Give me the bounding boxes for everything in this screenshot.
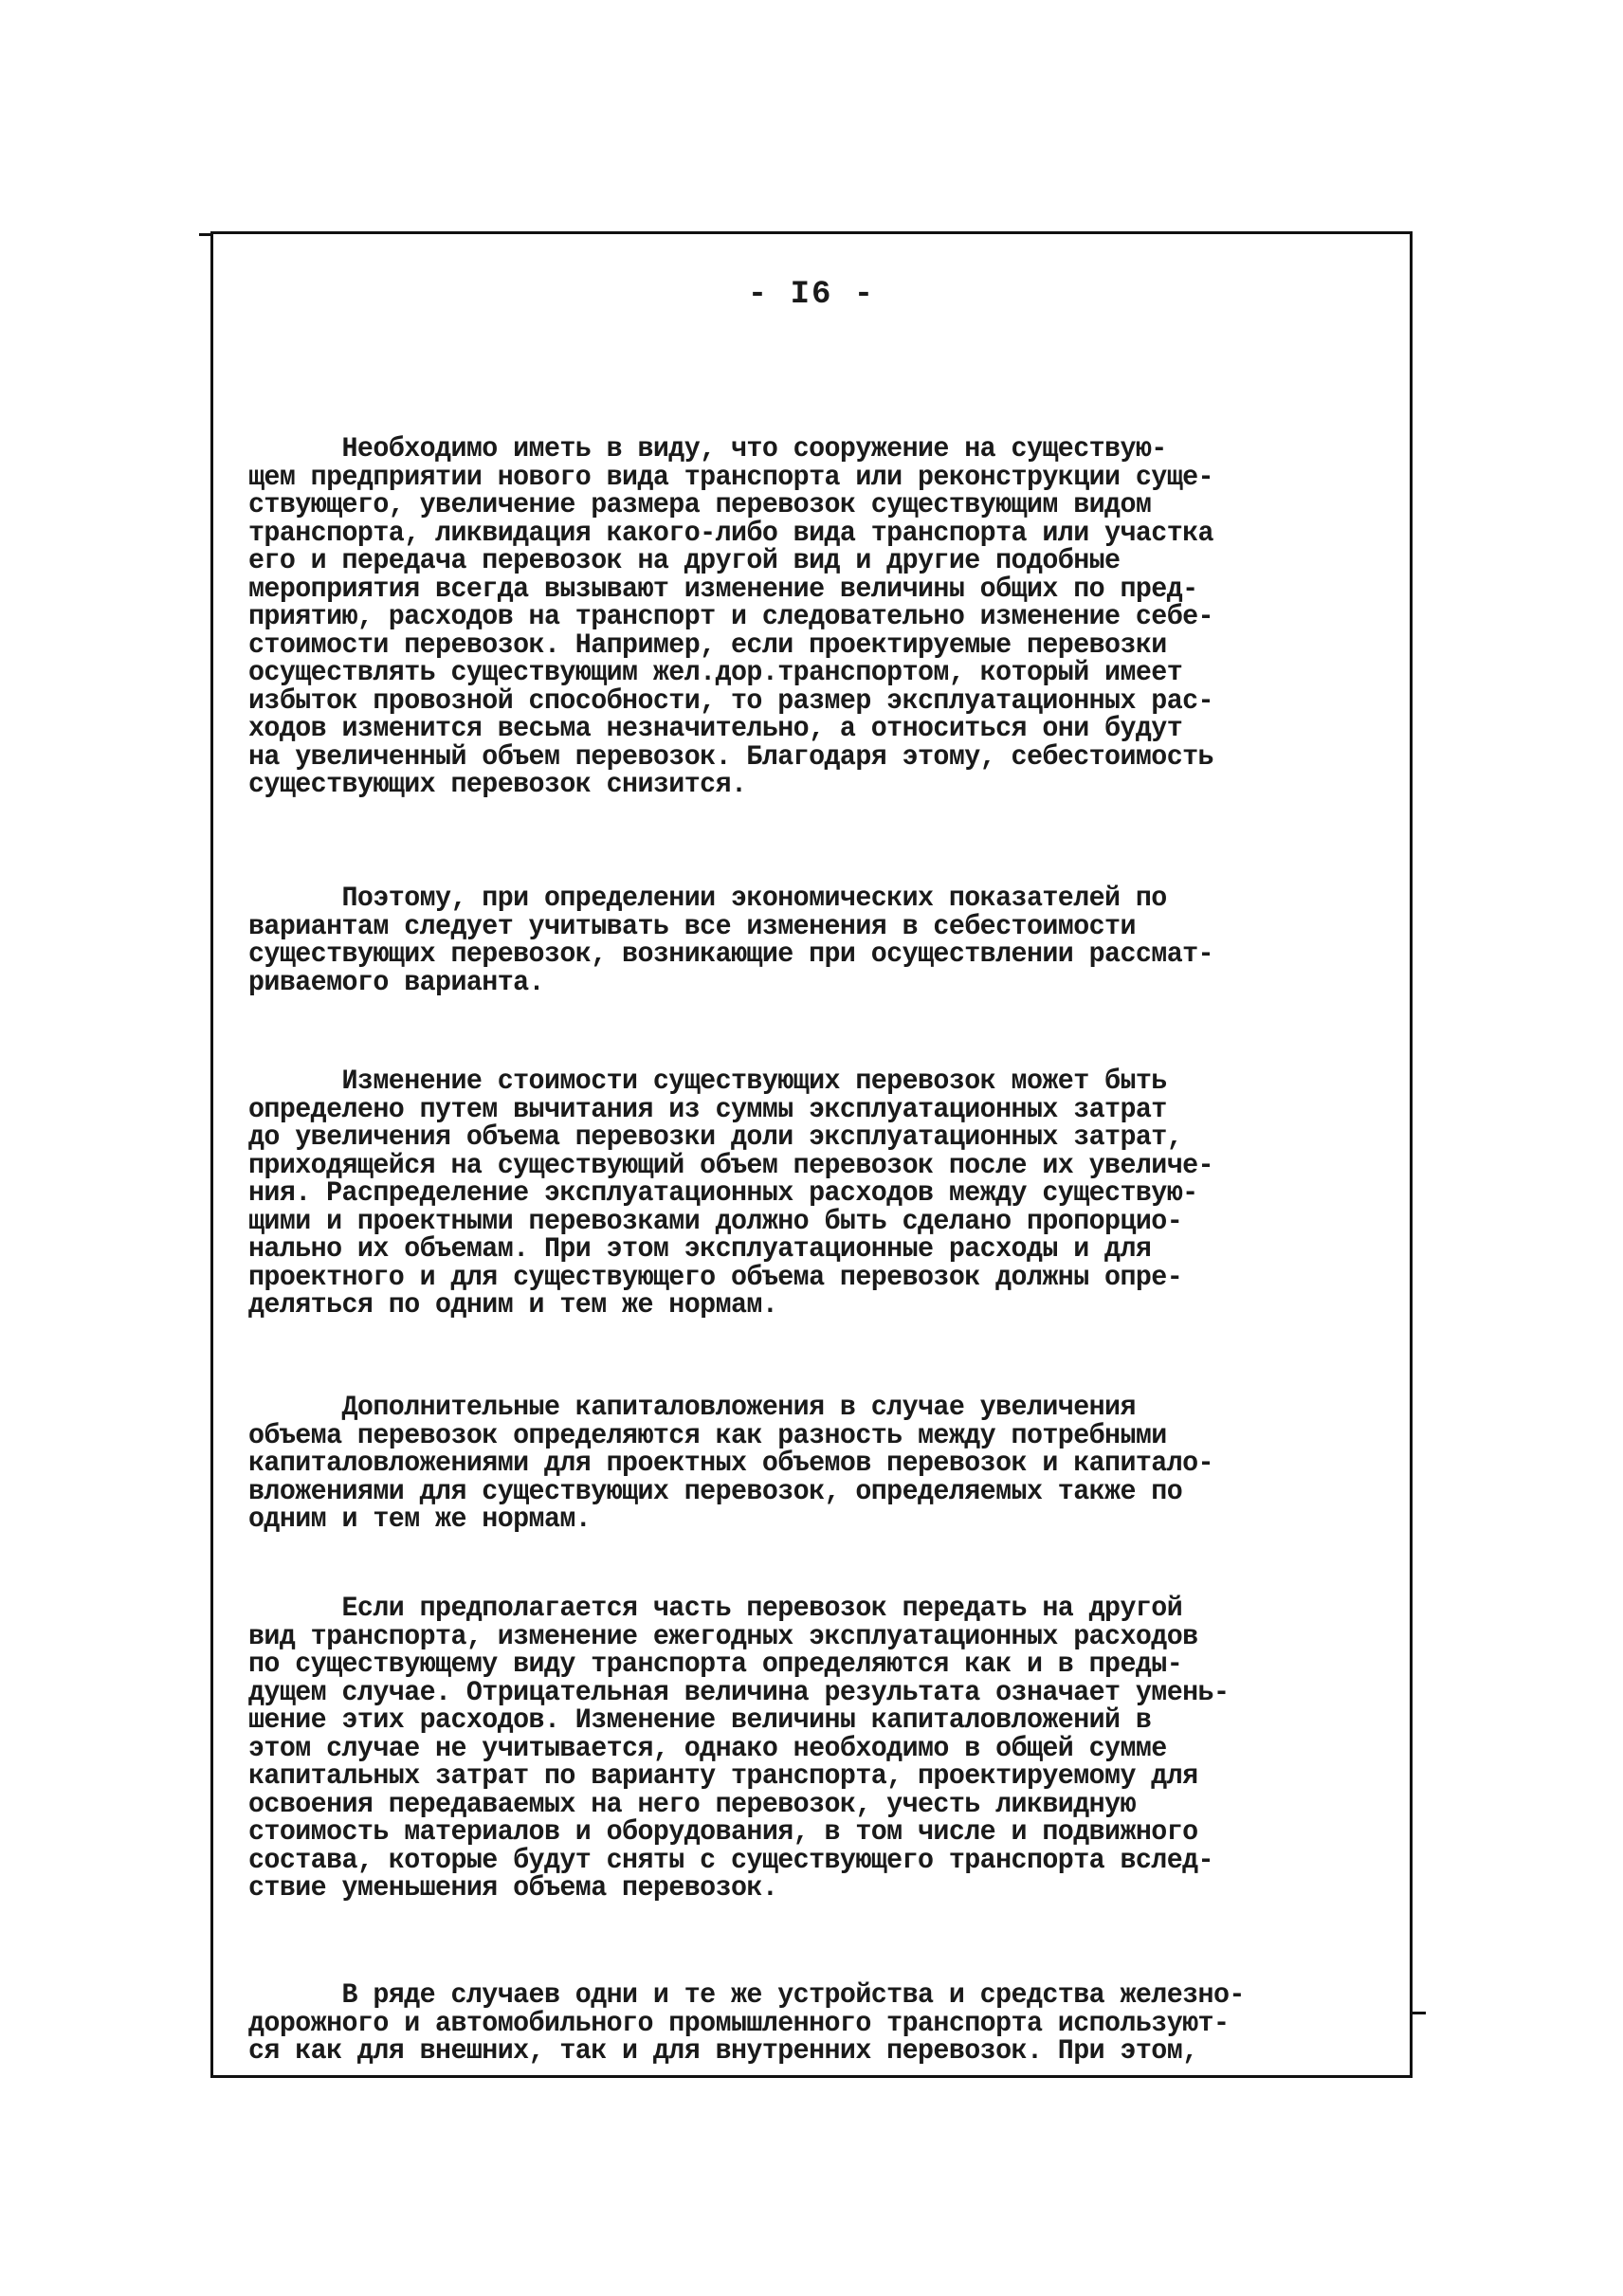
frame-tick-left <box>199 233 212 236</box>
paragraph-3: Изменение стоимости существующих перевозок может быть определено путем вычитания из суммы эксплуатационных затрат до увеличения объема перевозки доли эксплуатационных затрат, приходящейся на существующий объем перевозок после их увеличе- ния. Распределение эксплуатационных расходов между существую- щими и проектными перевозками должно быть сделано пропорцио- нально их объемам. При этом эксплуатационные расходы и для проектного и для существующего объема перевозок должны опре- деляться по одним и тем же нормам. <box>248 1065 1213 1321</box>
paragraph-4: Дополнительные капиталовложения в случае увеличения объема перевозок определяются как разность между потребными капиталовложениями для проектных объемов перевозок и капитало- вложениями для существующих перевозок, определяемых также по одним и тем же нормам. <box>248 1391 1213 1535</box>
paragraph-1: Необходимо иметь в виду, что сооружение на существую- щем предприятии нового вида транспорта или реконструкции суще- ствующего, увеличение размера перевозок существующим видом транспорта, ликвидация какого-либо вида транспорта или участка его и передача перевозок на другой вид и другие подобные мероприятия всегда вызывают изменение величины общих по пред- приятию, расходов на транспорт и следовательно изменение себе- стоимости перевозок. Например, если проектируемые перевозки осуществлять существующим жел.дор.транспортом, который имеет избыток провозной способности, то размер эксплуатационных рас- ходов изменится весьма незначительно, а относиться они будут на увеличенный объем перевозок. Благодаря этому, себестоимость существующих перевозок снизится. <box>248 432 1213 800</box>
frame-tick-right <box>1411 2012 1426 2014</box>
paragraph-5: Если предполагается часть перевозок передать на другой вид транспорта, изменение ежегодных эксплуатационных расходов по существующему виду транспорта определяются как и в преды- дущем случае. Отрицательная величина результата означает умень- шение этих расходов. Изменение величины капиталовложений в этом случае не учитывается, однако необходимо в общей сумме капитальных затрат по варианту транспорта, проектируемому для освоения передаваемых на него перевозок, учесть ликвидную стоимость материалов и оборудования, в том числе и подвижного состава, которые будут сняты с существующего транспорта вслед- ствие уменьшения объема перевозок. <box>248 1592 1230 1904</box>
paragraph-6: В ряде случаев одни и те же устройства и средства железно- дорожного и автомобильного промышленного транспорта используют- ся как для внешних, так и для внутренних перевозок. При этом, <box>248 1978 1245 2067</box>
page-number: - I6 - <box>747 277 876 313</box>
paragraph-2: Поэтому, при определении экономических показателей по вариантам следует учитывать все изменения в себестоимости существующих перевозок, возникающие при осуществлении рассмат- риваемого варианта. <box>248 882 1213 998</box>
